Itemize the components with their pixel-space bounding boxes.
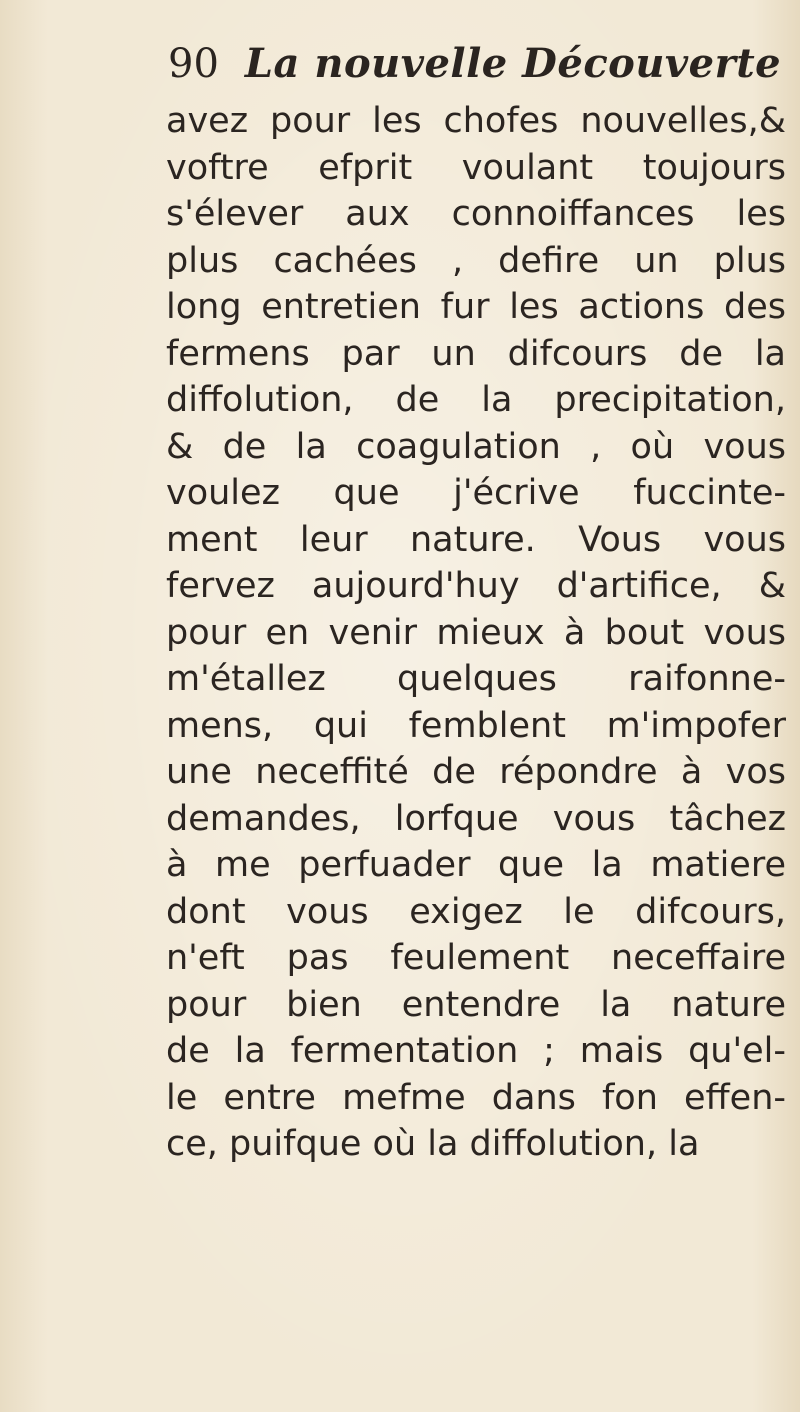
text-line: fermens par un difcours de la (166, 333, 786, 374)
text-line: ment leur nature. Vous vous (166, 519, 786, 560)
text-line: m'étallez quelques raifonne- (166, 659, 786, 699)
text-line: dont vous exigez le difcours, (166, 891, 786, 932)
text-line: de la fermentation ; mais qu'el- (166, 1031, 786, 1071)
text-line: & de la coagulation , où vous (166, 426, 786, 467)
page-header (168, 40, 781, 104)
body-text (166, 98, 786, 1168)
page-number: 90 (168, 41, 219, 87)
text-line: avez pour les chofes nouvelles,& (166, 101, 786, 141)
text-line: ce, puifque où la diffolution, la (166, 1124, 700, 1164)
text-line: une neceffité de répondre à vos (166, 752, 786, 792)
text-line: à me perfuader que la matiere (166, 845, 786, 885)
text-line: voulez que j'écrive fuccinte- (166, 473, 786, 513)
running-title: La nouvelle Découverte (244, 40, 782, 87)
text-line: le entre mefme dans fon effen- (166, 1077, 786, 1118)
text-line: pour en venir mieux à bout vous (166, 612, 786, 653)
text-line: s'élever aux connoiffances les (166, 194, 786, 234)
text-line: diffolution, de la precipitation, (166, 380, 786, 420)
text-line: plus cachées , defire un plus (166, 240, 786, 281)
text-line: n'eft pas feulement neceffaire (166, 938, 786, 978)
text-line: long entretien fur les actions des (166, 287, 786, 327)
text-line: demandes, lorfque vous tâchez (166, 798, 786, 839)
text-line: mens, qui femblent m'impofer (166, 705, 786, 746)
text-line: voftre efprit voulant toujours (166, 147, 786, 188)
text-line: pour bien entendre la nature (166, 984, 786, 1025)
text-line: fervez aujourd'huy d'artifice, & (166, 566, 786, 606)
